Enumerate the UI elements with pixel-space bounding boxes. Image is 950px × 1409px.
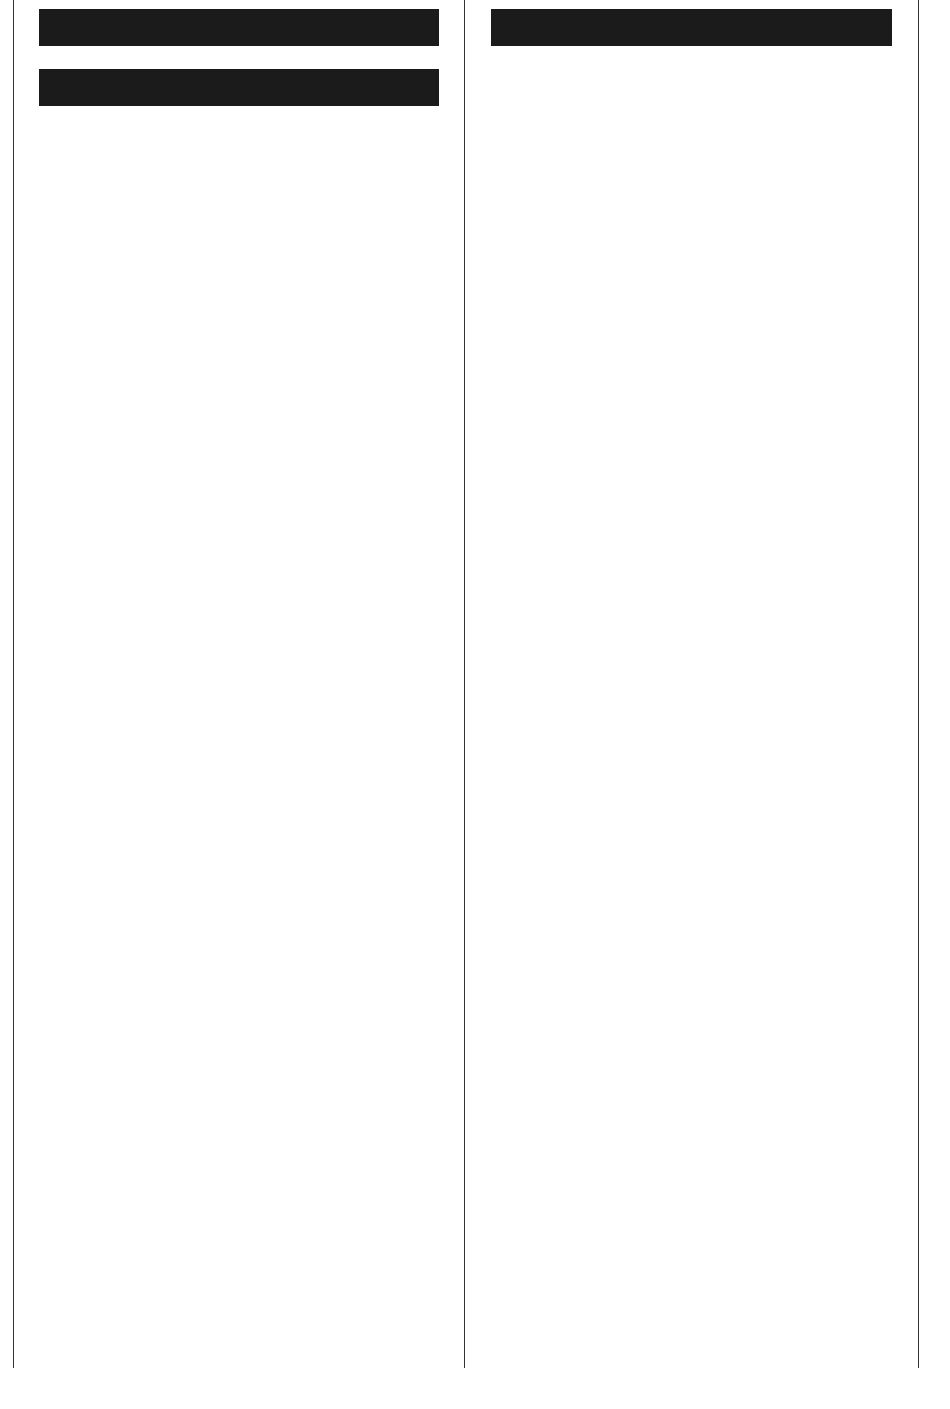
unpack-heading [39,69,439,106]
column-rule-left [13,0,14,1368]
right-column [491,0,892,56]
left-column [39,0,439,116]
legend-heading [39,9,439,46]
assembly-heading [491,9,892,46]
column-rule-right [918,0,919,1368]
column-rule-center [464,0,465,1368]
